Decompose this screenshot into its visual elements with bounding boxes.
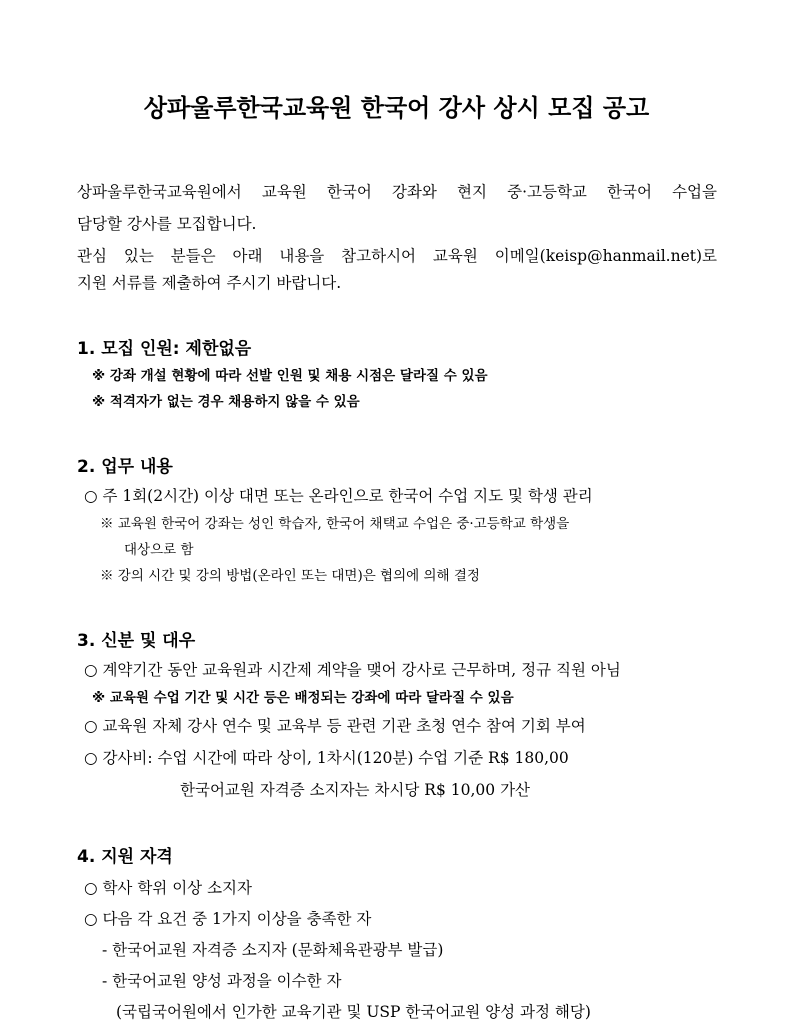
intro-p1-line1: 상파울루한국교육원에서 교육원 한국어 강좌와 현지 중·고등학교 한국어 수업을 <box>77 183 717 201</box>
section3-note-1: ※ 교육원 수업 기간 및 시간 등은 배정되는 강좌에 따라 달라질 수 있음 <box>92 690 514 706</box>
intro-p2-line2: 지원 서류를 제출하여 주시기 바랍니다. <box>77 274 342 292</box>
section2-note-2: ※ 강의 시간 및 강의 방법(온라인 또는 대면)은 협의에 의해 결정 <box>100 568 480 584</box>
intro-p1-line2: 담당할 강사를 모집합니다. <box>77 215 257 233</box>
section1-note-1: ※ 강좌 개설 현황에 따라 선발 인원 및 채용 시점은 달라질 수 있음 <box>92 368 488 384</box>
section4-item-1: ○ 학사 학위 이상 소지자 <box>84 879 252 897</box>
section3-item-3-cont: 한국어교원 자격증 소지자는 차시당 R$ 10,00 가산 <box>180 781 531 799</box>
section1-note-2: ※ 적격자가 없는 경우 채용하지 않을 수 있음 <box>92 394 360 410</box>
section2-note-1-line1: ※ 교육원 한국어 강좌는 성인 학습자, 한국어 채택교 수업은 중·고등학교 학생을 <box>100 516 570 532</box>
section2-note-1-line2: 대상으로 함 <box>124 542 194 558</box>
section2-heading: 2. 업무 내용 <box>77 457 173 477</box>
section4-heading: 4. 지원 자격 <box>77 847 173 867</box>
section3-item-1: ○ 계약기간 동안 교육원과 시간제 계약을 맺어 강사로 근무하며, 정규 직원 아님 <box>84 661 621 679</box>
section3-heading: 3. 신분 및 대우 <box>77 631 196 651</box>
section4-sub-1: - 한국어교원 자격증 소지자 (문화체육관광부 발급) <box>102 941 444 959</box>
section4-item-2: ○ 다음 각 요건 중 1가지 이상을 충족한 자 <box>84 910 372 928</box>
page-title: 상파울루한국교육원 한국어 강사 상시 모집 공고 <box>143 94 650 122</box>
section3-item-2: ○ 교육원 자체 강사 연수 및 교육부 등 관련 기관 초청 연수 참여 기회 부여 <box>84 717 586 735</box>
section1-heading: 1. 모집 인원: 제한없음 <box>77 339 252 359</box>
section2-item-1: ○ 주 1회(2시간) 이상 대면 또는 온라인으로 한국어 수업 지도 및 학생 관리 <box>84 487 593 505</box>
intro-p2-line1: 관심 있는 분들은 아래 내용을 참고하시어 교육원 이메일(keisp@hanmail.net)로 <box>77 247 717 265</box>
section4-sub-2: - 한국어교원 양성 과정을 이수한 자 <box>102 972 342 990</box>
section3-item-3: ○ 강사비: 수업 시간에 따라 상이, 1차시(120분) 수업 기준 R$ 180,00 <box>84 749 569 767</box>
section4-sub-2-cont: (국립국어원에서 인가한 교육기관 및 USP 한국어교원 양성 과정 해당) <box>116 1003 591 1021</box>
